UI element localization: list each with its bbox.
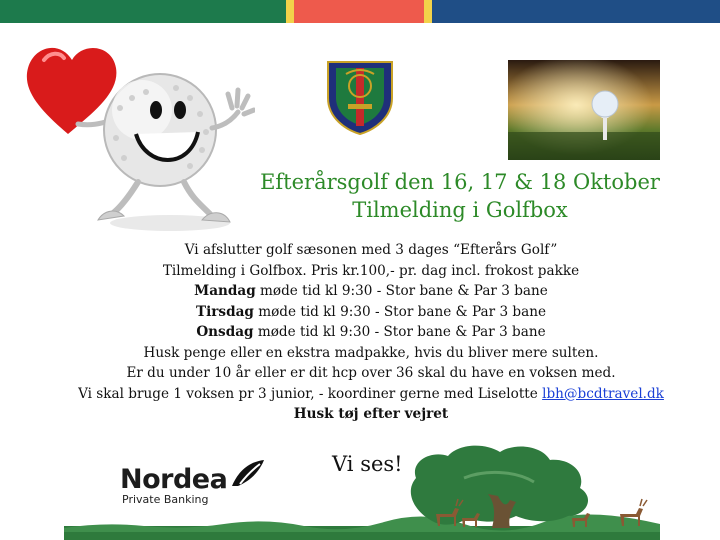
club-crest-emblem: [324, 58, 396, 136]
top-bar-red: [294, 0, 424, 23]
headline: [200, 168, 720, 224]
day-label: Onsdag: [196, 324, 254, 340]
top-color-bar: [0, 0, 720, 23]
top-bar-yellow: [424, 0, 432, 23]
age-rule-line: Er du under 10 år eller er dit hcp over 36 skal du have en voksen med.: [126, 365, 616, 381]
event-details: [30, 240, 712, 425]
weather-line: [30, 404, 712, 425]
sponsor-name: Nordea: [120, 464, 228, 495]
signup-line: Tilmelding i Golfbox. Pris kr.100,- pr. dag incl. frokost pakke: [162, 262, 580, 279]
lunch-line: Husk penge eller en ekstra madpakke, hvis du bliver mere sulten.: [143, 344, 599, 361]
day-details: møde tid kl 9:30 - Stor bane & Par 3 bane: [253, 324, 546, 340]
sail-logo-icon: [230, 458, 266, 488]
top-bar-green: [0, 0, 286, 23]
day-label: Mandag: [194, 283, 256, 299]
day-details: møde tid kl 9:30 - Stor bane & Par 3 bane: [253, 303, 547, 320]
day-label: Tirsdag: [195, 303, 254, 320]
junior-line: [30, 384, 712, 405]
headline-subtitle: Tilmelding i Golfbox: [352, 198, 568, 222]
farewell-text: Vi ses!: [332, 452, 403, 476]
golf-ball-on-tee-photo: [508, 60, 660, 160]
weather-reminder: Husk tøj efter vejret: [293, 406, 449, 422]
schedule-line: [30, 281, 712, 302]
email-link[interactable]: lbh@bcdtravel.dk: [542, 385, 664, 402]
intro-line: Vi afslutter golf sæsonen med 3 dages “Efterårs Golf”: [184, 242, 558, 258]
sponsor-logo: [116, 456, 268, 508]
schedule-line: [30, 322, 712, 343]
top-bar-yellow: [286, 0, 294, 23]
top-bar-blue: [432, 0, 720, 23]
headline-title: Efterårsgolf den 16, 17 & 18 Oktober: [260, 170, 660, 194]
day-details: møde tid kl 9:30 - Stor bane & Par 3 bane: [255, 283, 548, 299]
sponsor-subtitle: Private Banking: [122, 493, 209, 506]
junior-text: Vi skal bruge 1 voksen pr 3 junior, - koordiner gerne med Liselotte: [78, 385, 543, 402]
schedule-line: [30, 302, 712, 323]
